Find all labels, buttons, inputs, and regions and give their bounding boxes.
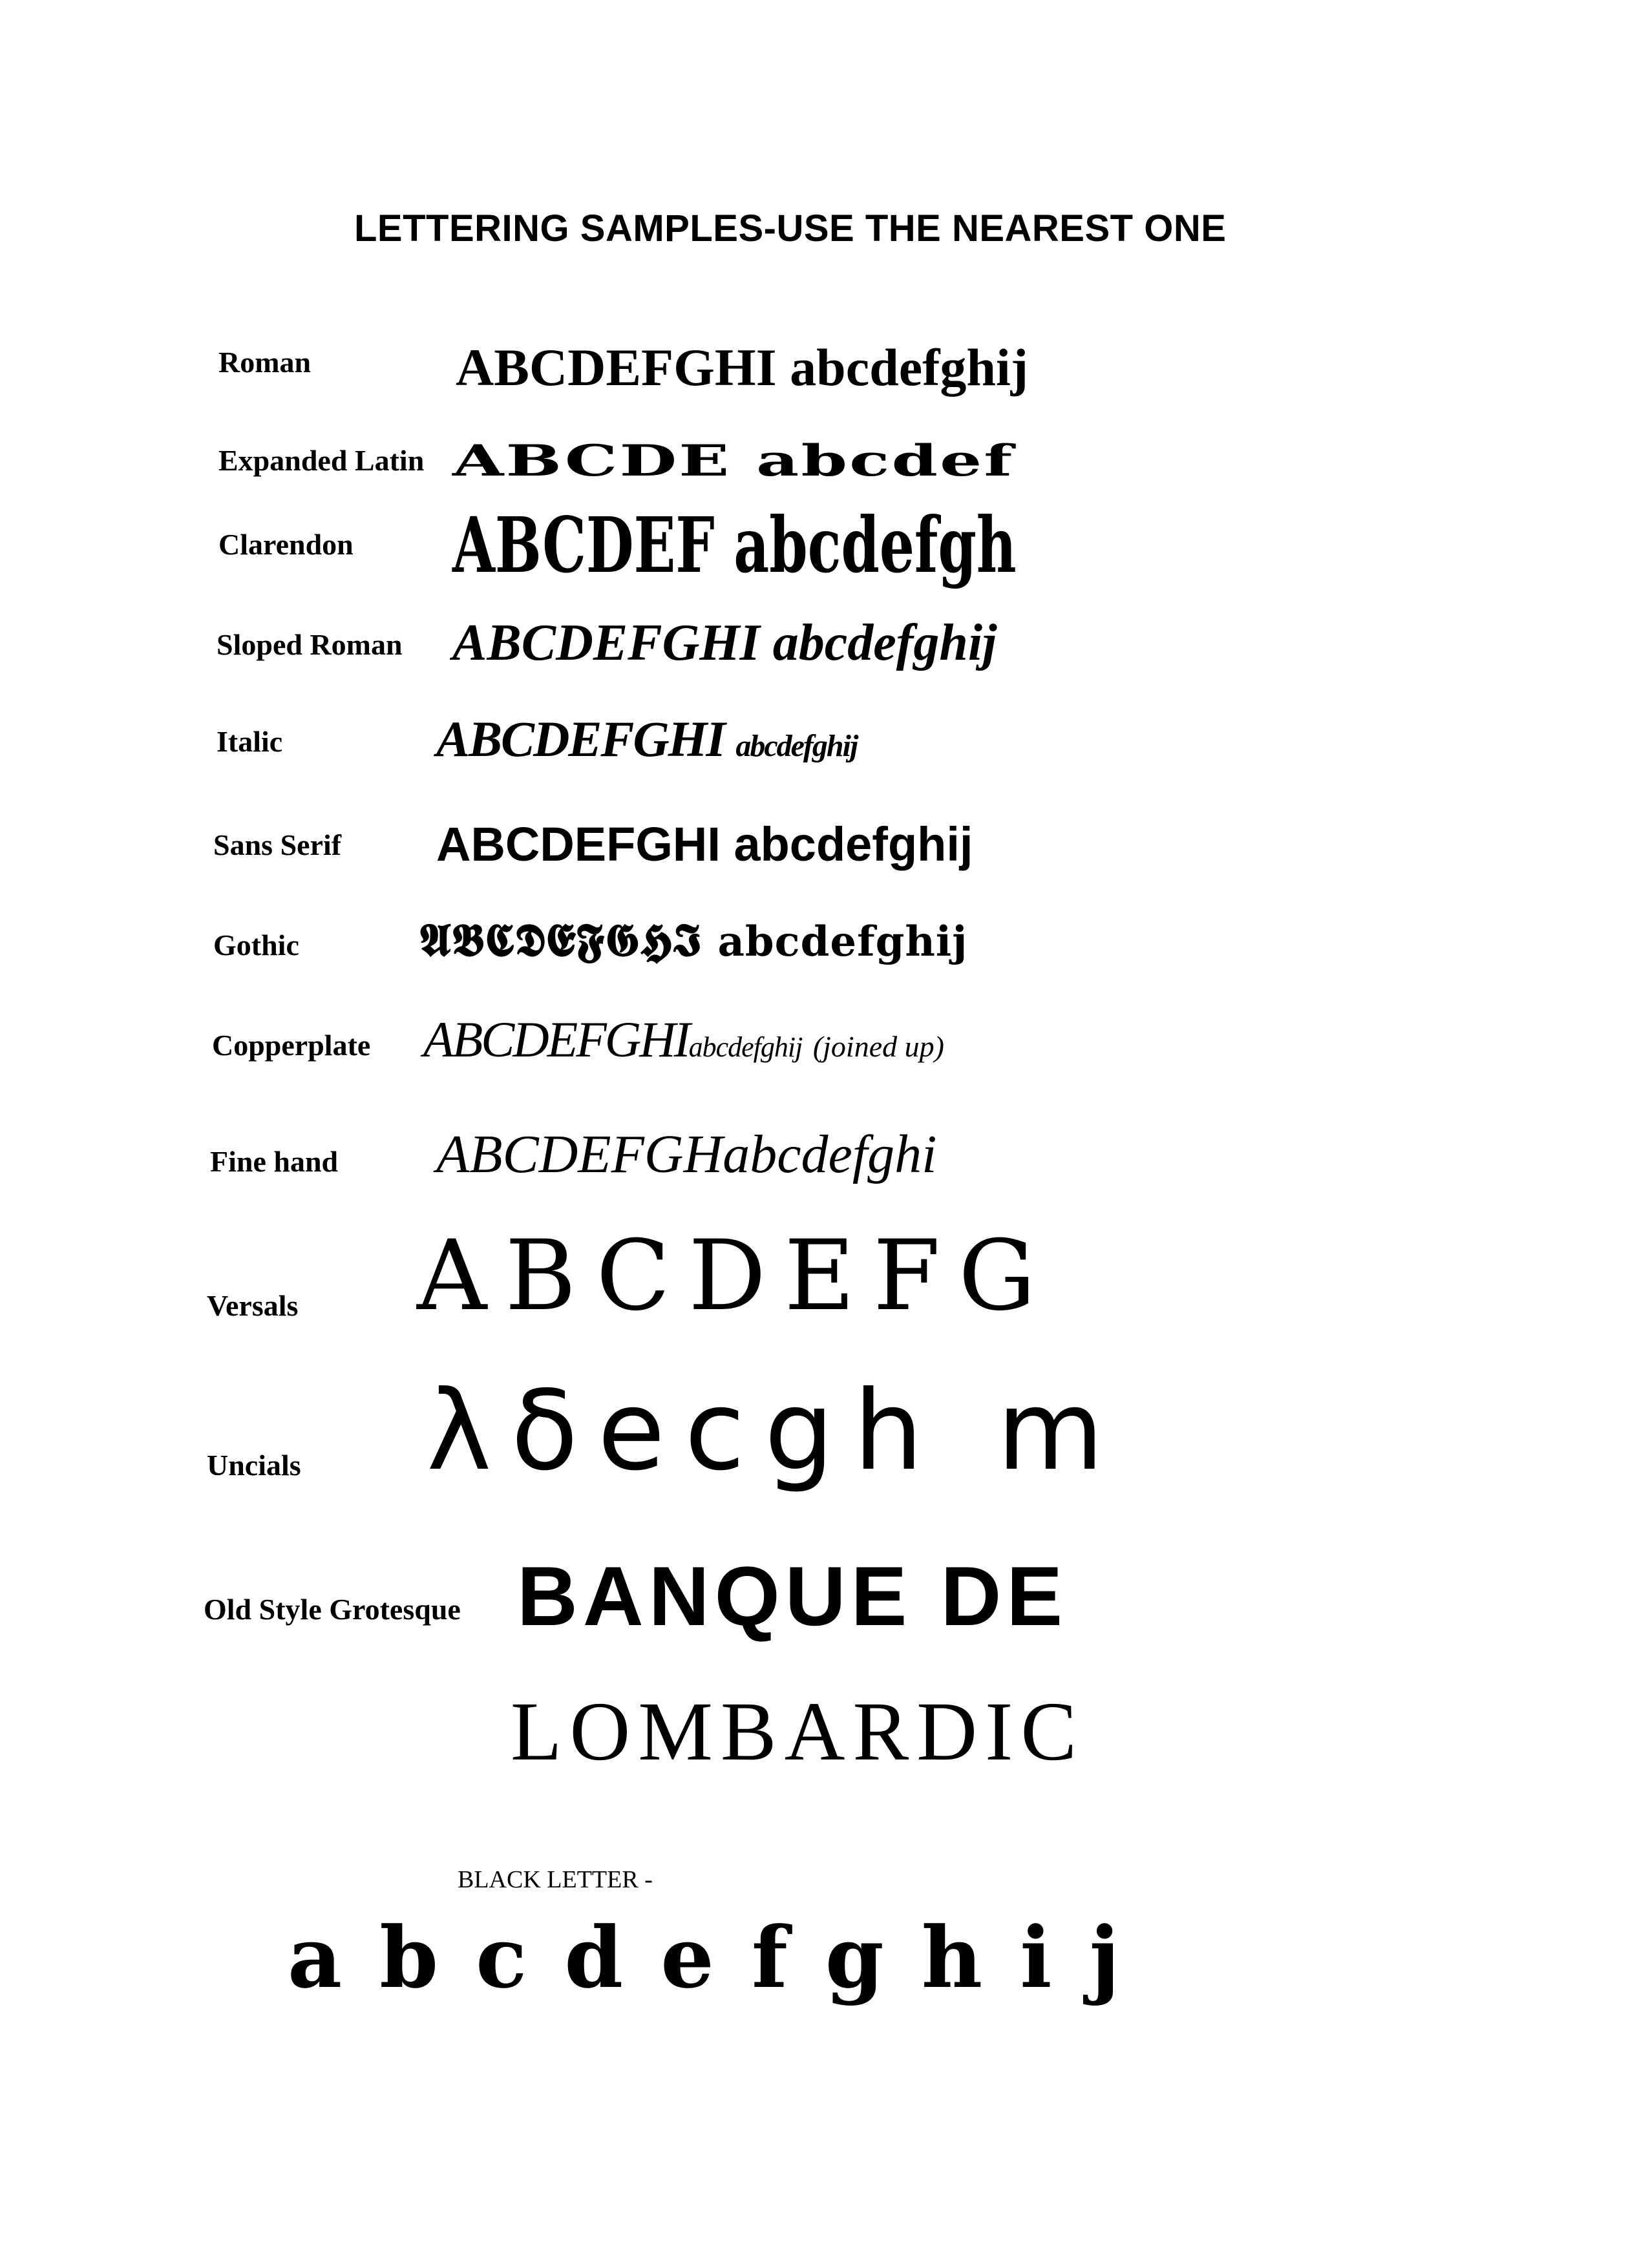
sample-copperplate-lower: abcdefghij <box>688 1031 803 1063</box>
sample-gothic <box>419 913 968 967</box>
page-title: LETTERING SAMPLES-USE THE NEAREST ONE <box>354 207 1227 249</box>
black-letter-label: BLACK LETTER - <box>458 1866 653 1893</box>
sample-expanded-latin: ABCDE abcdef <box>452 436 1015 486</box>
sample-versals: ABCDEFG <box>417 1220 1054 1332</box>
sample-copperplate <box>423 1011 944 1067</box>
label-fine-hand: Fine hand <box>210 1145 339 1178</box>
label-italic: Italic <box>217 725 283 758</box>
sample-copperplate-note: (joined up) <box>812 1030 944 1063</box>
sample-old-style-grotesque: BANQUE DE <box>517 1549 1068 1643</box>
sample-sans-serif: ABCDEFGHI abcdefghij <box>436 817 973 871</box>
sample-copperplate-caps: ABCDEFGHI <box>423 1011 689 1067</box>
black-letter-sample: abcdefghij <box>288 1908 1157 2007</box>
label-old-style-grotesque: Old Style Grotesque <box>204 1593 461 1626</box>
label-versals: Versals <box>207 1289 299 1322</box>
sample-gothic-lower: abcdefghij <box>717 918 968 966</box>
label-copperplate: Copperplate <box>212 1029 371 1062</box>
sample-sloped-roman: ABCDEFGHI abcdefghij <box>452 614 997 671</box>
label-sloped-roman: Sloped Roman <box>217 628 403 661</box>
sample-uncials: λδecgh m <box>427 1367 1123 1495</box>
label-uncials: Uncials <box>207 1449 301 1482</box>
label-clarendon: Clarendon <box>218 528 354 561</box>
sample-italic-caps: ABCDEFGHI <box>436 711 724 767</box>
label-expanded-latin: Expanded Latin <box>218 444 425 477</box>
sample-italic-lower: abcdefghij <box>735 729 858 763</box>
sample-clarendon: ABCDEF abcdefgh <box>452 500 1017 590</box>
sample-italic <box>436 711 858 767</box>
label-gothic: Gothic <box>213 929 299 961</box>
sample-fine-hand: ABCDEFGHabcdefghi <box>436 1124 937 1184</box>
label-sans-serif: Sans Serif <box>213 828 342 861</box>
lombardic-sample: LOMBARDIC <box>511 1685 1085 1778</box>
sample-gothic-caps: 𝕬𝕭𝕮𝕯𝕰𝕱𝕲𝕳𝕴 <box>419 913 702 967</box>
sample-roman: ABCDEFGHI abcdefghij <box>456 338 1029 397</box>
label-roman: Roman <box>218 346 312 379</box>
